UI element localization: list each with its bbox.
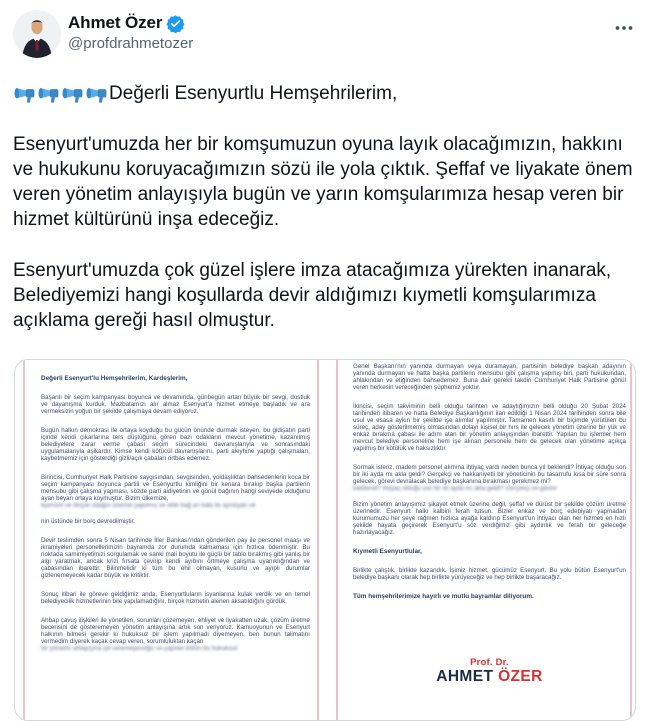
document-paragraph: Ahbap çavuş ilişkileri ile yönetilen, sorunları çözemeyen, ehliyet ve liyakatten uzak, çözüm üretme becerisini de gösteremeyen yönetim anlayışına artık son veriyoruz. Kamuoyunun ve Esenyurt halkının bilmesi gerekir ki hukuksuz bir işlem yapılmadı diyemeyen, ben bunun talimatını vermedim diyerek kaçak cevap veren, sorumluluktan kaçan [41,617,310,645]
document-paragraph: Sonuç itibari ile göreve geldiğimiz anda, Esenyurtluların isyanlarına kulak verdik ve en temel belediyecilik hizmetlerinin bile yapılamadığını, birçok hizmetin alenen aksatıldığını gördük. [41,591,310,605]
document-paragraph: Sormak isteriz, madem personel alımına ihtiyaç vardı neden bunca yıl beklendi? İhtiyaç olduğu son bir iki ayda mı akla geldi? Gerçekçi ve hakkaniyetli bir yöneticinin bu tasarrufu kısa bir süre sonra gelecek, görevi devralacak belediye başkanına bırakması gerekmez mi? [353,464,626,485]
more-icon [614,18,634,38]
document-paragraph: Birlikte çalıştık, birlikte kazandık. İşimiz hizmet, gücümüz Esenyurt. Bu yolu bütün Esenyurt'un belediye başkanı olarak hep birlikte yürüyeceğiz ve hep birlikte başaracağız. [353,567,626,581]
author-block[interactable] [68,13,193,52]
avatar-portrait [13,10,61,58]
cut-blur-artifact: bir yönetim anlayışına işe veremeyeceğiz ve yapılan bütün bu hukuksuz [41,645,238,652]
document-paragraph: Genel Başkanı'nın yanında durmayan veya duramayan, partisinin belediye başkan adayının yanında durmayan ve hatta başka partilerin mensubu gibi çalışma yapmış biri, parti hukukundan, ahlakından ve etiğinden bahsedemez. Buna dair gerekli takdiri Cumhuriyet Halk Partisine gönül veren herkesin vereceğinden şüphemiz yoktur. [353,363,626,391]
document-paragraph: Bizim yönetim anlayışımız şikayet etmek üzerine değil, şeffaf ve dürüst bir şekilde çözüm üretme üzerinedir. Esenyurt halkı kalbini ferah tutsun. Bizler enkaz ve borç edebiyatı yapmadan kurumumuzu her şeye rağmen hızlıca ayağa kaldırıp Esenyurt'un ihtiyacı olan her hizmeti en hızlı şekilde hayata geçirerek Esenyurt'u söz verdiğimiz gibi aydınlık ve ferah bir geleceğe hazırlayacağız. [353,501,626,536]
more-button[interactable] [614,18,634,43]
document-paragraph: İkincisi, seçim takviminin belli olduğu tarihten ve adaylığımızın belli olduğu 20 Şubat 2024 tarihinden itibaren ve hatta Belediye Başkanlığının ilan edildiği 1 Nisan 2024 tarihinden sonra bile usul ve esasa aykırı bir şekilde işe alımlar yapılmıştır. Tamamen kasıtlı bir biçimde yürütülen bu süreç, aday gösterilmemiş olmasından dolayı kişisel bir hırs ile gelecek yönetim üzerine bir yük ve enkaz bırakma çabası ile adım atan bir yönetim anlayışından ibarettir. Yapılan bu işlemler hem mevcut belediye personeline hem işe alınan personele hem de gelecek olan yönetime açıkça yapılmış bir kötülük ve haksızlıktır. [353,403,626,452]
seam-blur-artifact: bekilendi? İhtiyaç olduğu son bir iki ayda mı akla geldi? Gerçekçi ve görevi [353,485,557,492]
seam-blur-artifact: ilçemize ve birçok odağın üzerine yapılmış ve elde bağ an hala ile aynılıyan ve [41,502,256,509]
tweet-intro-text: Değerli Esenyurtlu Hemşehrilerim, [109,83,398,104]
document-page-2 [336,360,632,721]
document-paragraph: Devir teslimden sonra 5 Nisan tarihinde İller Bankası'ndan gönderilen pay ile personel maaşı ve ikramiyeleri personellerimizin bayramda zor durumda kalmaması için hızlıca ödenmiştir. Bu noktada samimiyetimizi sorgulamak ve sanki mali boyutu ile güçlü bir tablo bırakmış gibi yanlış bir algı yaratmak, ancak krizi fırsata çevirip kendi ayıbını örtmeye çalışma uyanıklığından ve çabasından ibarettir. Bilinmelidir ki tüm bu ehil olmayan, kusurlu ve ayıplı durumlar gizlenemeyecek kadar büyük ve kritiktir. [41,537,310,579]
tweet-intro-line [13,81,636,106]
document-paragraph: Birincisi, Cumhuriyet Halk Partisine saygısından, sevgisinden, yoldaşlıktan bahsedenlerin koca bir seçim kampanyası boyunca partili ve Esenyurtlu kimliğini bir kenara bırakıp başka partilerin mensubu gibi çalışma yapması, sözde parti aidiyetinin ve gönül bağının hangi seviyede olduğunu ayan beyan ortaya koymuştur. Bizim ülkemize, [41,474,310,502]
tweet-text [13,81,636,333]
megaphone-icon [13,83,36,106]
signature-block [353,658,626,684]
attached-image[interactable] [14,359,636,721]
avatar[interactable] [13,10,61,58]
image-seam [353,494,626,501]
author-handle[interactable]: @profdrahmetozer [68,35,194,52]
document-heading: Değerli Esenyurt'lu Hemşehrilerim, Kardeşlerim, [41,375,188,382]
document-paragraph: Başarılı bir seçim kampanyası boyunca ve devamında, günbegün artan büyük bir sevgi, dostluk ve dayanışma kurduk. Mazbatamızı alır almaz Esenyurt'a hizmet etmeye başladık ve ara vermeksizin yoğun bir şekilde çalışmaya devam ediyoruz. [41,394,310,415]
megaphone-icon [37,83,60,106]
tweet-header [13,10,636,68]
document-subheading: Kıymetli Esenyurtlular, [353,548,422,555]
signature-name: AHMET ÖZER [436,668,543,685]
document-page-1 [23,360,319,721]
author-name[interactable]: Ahmet Özer [68,13,163,32]
document-closing-line: Tüm hemşehrilerimize hayırlı ve mutlu bayramlar diliyorum. [353,593,534,600]
megaphone-icon [85,83,108,106]
verified-badge-icon [166,14,185,33]
tweet-paragraph: Esenyurt'umuzda her bir komşumuzun oyuna layık olacağımızın, hakkını ve hukukunu koruyacağımızın sözü ile yola çıktık. Şeffaf ve liyakate önem veren yönetim anlayışıyla bugün ve yarın komşularımıza hesap veren bir hizmet kültürünü inşa edeceğiz. [13,134,633,230]
image-seam [41,511,310,518]
document-paragraph: nin üstünde bir borç devredilmiştir. [41,518,135,525]
tweet-paragraph: Esenyurt'umuzda çok güzel işlere imza atacağımıza yürekten inanarak, Belediyemizi hangi koşullarda devir aldığımızı kıymetli komşularımıza açıklama gereği hasıl olmuştur. [13,260,612,331]
signature-title: Prof. Dr. [470,657,509,668]
document-paragraph: Bugün halkın demokrasi ile ortaya koyduğu bu gücün önünde durmak isteyen, bu gidişatın parti içinde kendi çıkarlarına ters düştüğünü gören bazı odakların mevcut yönetime, kazanılmış belediyelere zarar verme çabası seçim sürecindeki davranışlarıyla ve sonrasındaki uygulamalarıyla aşikardır. Kimse kendi kötücül davranışlarını, parti aleyhine yaptığı çalışmaları, kaybetmemiz için gösterdiği gizli/açık çabaları örtbas edemez. [41,427,310,462]
megaphone-icon [61,83,84,106]
